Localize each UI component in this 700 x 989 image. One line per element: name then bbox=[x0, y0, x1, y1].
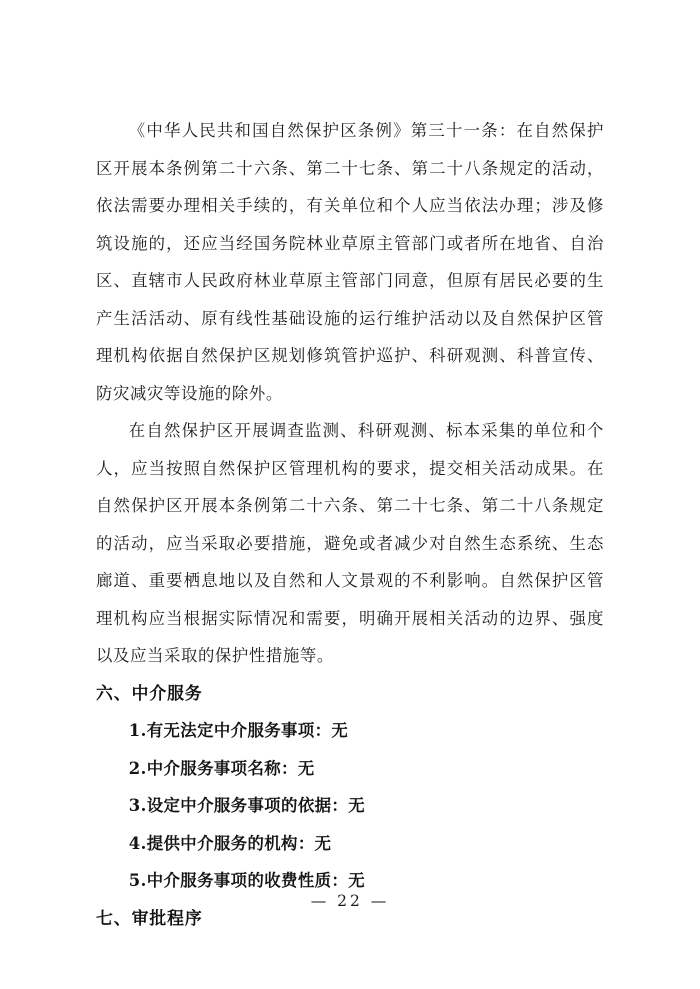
list-item-5: 5.中介服务事项的收费性质：无 bbox=[128, 871, 365, 890]
list-item-2: 2.中介服务事项名称：无 bbox=[128, 758, 315, 778]
list-item-4: 4.提供中介服务的机构：无 bbox=[128, 833, 332, 853]
paragraph-regulation-article-31: 《中华人民共和国自然保护区条例》第三十一条：在自然保护区开展本条例第二十六条、第二十七条、第二十八条规定的活动，依法需要办理相关手续的，有关单位和个人应当依法办理；涉及修筑设施的，还应当经国务院林业草原主管部门或者所在地省、自治区、直辖市人民政府林业草原主管部门同意，但原有居民必要的生产生活活动、原有线性基础设施的运行维护活动以及自然保护区管理机构依据自然保护区规划修筑管护巡护、科研观测、科普宣传、防灾减灾等设施的除外。 bbox=[96, 121, 604, 403]
document-body bbox=[96, 112, 604, 937]
list-item-3: 3.设定中介服务事项的依据：无 bbox=[128, 796, 365, 815]
section-heading-seven: 七、审批程序 bbox=[96, 907, 203, 928]
paragraph-activity-requirements: 在自然保护区开展调查监测、科研观测、标本采集的单位和个人，应当按照自然保护区管理机构的要求，提交相关活动成果。在自然保护区开展本条例第二十六条、第二十七条、第二十八条规定的活动，应当采取必要措施，避免或者减少对自然生态系统、生态廊道、重要栖息地以及自然和人文景观的不利影响。自然保护区管理机构应当根据实际情况和需要，明确开展相关活动的边界、强度以及应当采取的保护性措施等。 bbox=[96, 421, 604, 665]
section-heading-six: 六、中介服务 bbox=[96, 682, 203, 703]
list-item-1: 1.有无法定中介服务事项：无 bbox=[128, 721, 349, 740]
page-number: — 22 — bbox=[310, 892, 390, 910]
